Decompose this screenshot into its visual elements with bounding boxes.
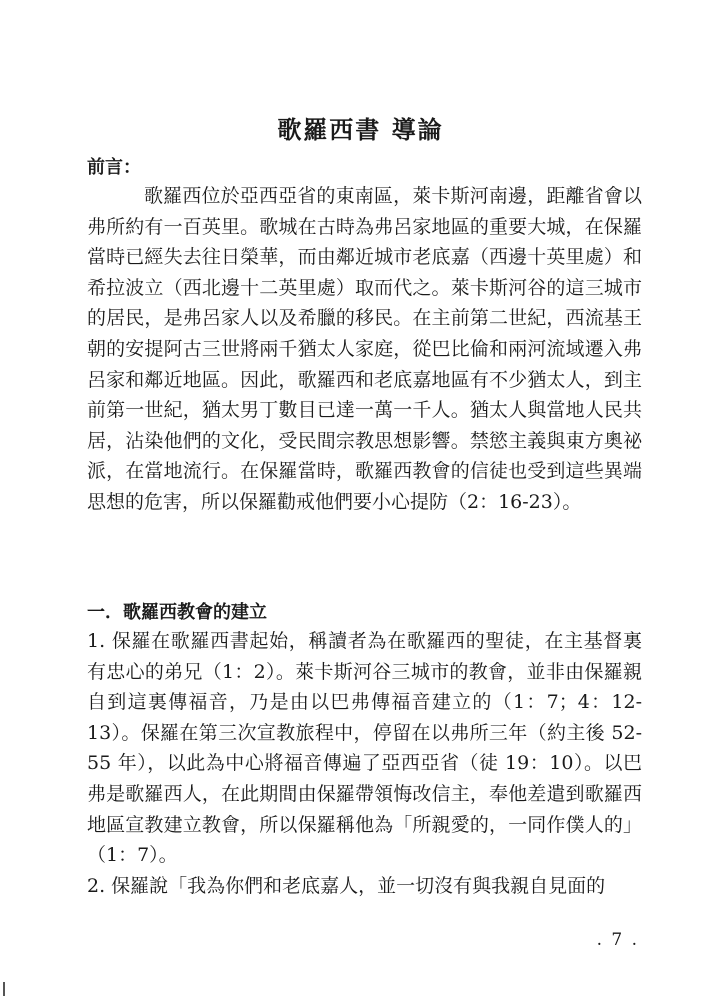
page-number: . 7 . (596, 930, 639, 950)
church-founding-paragraph-2: 2. 保羅說「我為你們和老底嘉人，並一切沒有與我親自見面的 (87, 875, 606, 897)
page-title: 歌羅西書 導論 (277, 116, 444, 144)
section-heading-preface: 前言： (87, 157, 141, 178)
preface-paragraph: 歌羅西位於亞西亞省的東南區，萊卡斯河南邊，距離省會以弗所約有一百英里。歌城在古時為弗呂家地區的重要大城，在保羅當時已經失去往日榮華，而由鄰近城市老底嘉（西邊十英里處）和希拉波立（西北邊十二英里處）取而代之。萊卡斯河谷的這三城市的居民，是弗呂家人以及希臘的移民。在主前第二世紀，西流基王朝的安提阿古三世將兩千猶太人家庭，從巴比倫和兩河流域遷入弗呂家和鄰近地區。因此，歌羅西和老底嘉地區有不少猶太人，到主前第一世紀，猶太男丁數目已達一萬一千人。猶太人與當地人民共居，沾染他們的文化，受民間宗教思想影響。禁慾主義與東方奧祕派，在當地流行。在保羅當時，歌羅西教會的信徒也受到這些異端思想的危害，所以保羅勸戒他們要小心提防（2：16-23）。 (87, 185, 642, 513)
scan-edge-mark (3, 982, 5, 996)
section-heading-church-founding: 一．歌羅西教會的建立 (87, 602, 267, 623)
church-founding-paragraph-1: 1. 保羅在歌羅西書起始，稱讀者為在歌羅西的聖徒，在主基督裏有忠心的弟兄（1：2）。萊卡斯河谷三城市的教會，並非由保羅親自到這裏傳福音，乃是由以巴弗傳福音建立的（1：7；4：12-13）。保羅在第三次宣教旅程中，停留在以弗所三年（約主後 52-55 年），以此為中心將福音傳遍了亞西亞省（徒 19：10）。以巴弗是歌羅西人，在此期間由保羅帶領悔改信主，奉他差遣到歌羅西地區宣教建立教會，所以保羅稱他為「所親愛的，一同作僕人的」（1：7）。 (87, 630, 642, 867)
